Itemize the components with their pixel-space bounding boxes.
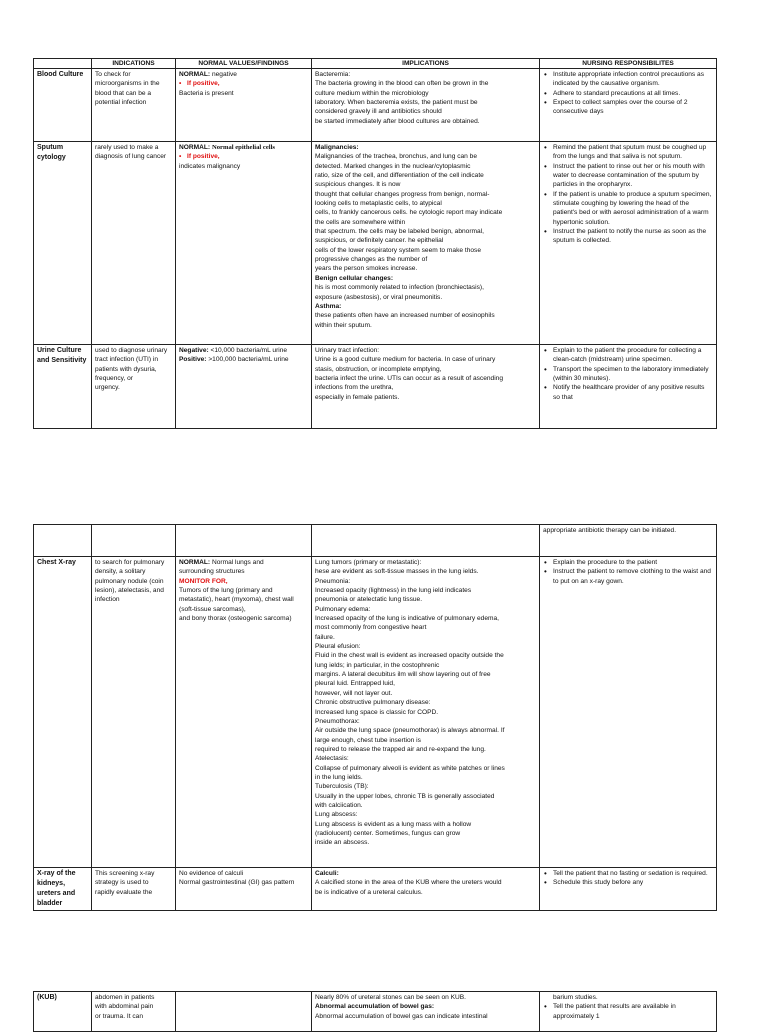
test-name: (KUB) [34, 992, 92, 1032]
nursing-continuation: barium studies. [553, 994, 598, 1001]
text-line: the cells are somewhere within [315, 218, 406, 226]
text-line: To check for [95, 71, 131, 78]
text-line: failure. [315, 633, 335, 641]
text-line: infections from the urethra, [315, 384, 394, 392]
test-name: Urine Culture and Sensitivity [34, 345, 92, 429]
text-line: however, will not layer out. [315, 689, 393, 697]
indications-cell [92, 868, 176, 911]
text-line: ratio, size of the cell, and differentiation of the cell indicate [315, 172, 484, 180]
test-name: Chest X-ray [34, 557, 92, 868]
text-line: This screening x-ray [95, 870, 155, 877]
text-line: (radiolucent) center. Sometimes, fungus can grow [315, 829, 461, 837]
text-line: lesion), atelectasis, and [95, 587, 164, 595]
nursing-item: • Adhere to standard precautions at all times. [553, 89, 713, 98]
text-line: Increased opacity (lightness) in the lung ield indicates [315, 587, 472, 595]
text-line: with calciication. [315, 801, 363, 809]
text-line: metastatic), heart (myxoma), chest wall [179, 596, 294, 604]
text-line: Tumors of the lung (primary and [179, 587, 273, 595]
normal-values-cell [176, 142, 312, 345]
text-line: stasis, obstruction, or incomplete emptying, [315, 365, 442, 373]
nursing-item: • Explain the procedure to the patient [553, 558, 713, 567]
table-row-blood-culture [34, 69, 717, 142]
text-line: Lung tumors (primary or metastatic): [315, 559, 422, 566]
text-line: hese are evident as soft-tissue masses in the lung ields. [315, 568, 479, 576]
text-line: most commonly from congestive heart [315, 624, 427, 632]
normal-values-cell [176, 557, 312, 868]
text-line: to search for pulmonary [95, 559, 165, 566]
text-line: Abnormal accumulation of bowel gas can indicate intestinal [315, 1012, 488, 1020]
text-line: thought that cellular changes progress from benign, normal- [315, 190, 490, 198]
header-test [34, 59, 92, 69]
text-line: and bony thorax (osteogenic sarcoma) [179, 615, 292, 623]
header-nursing-responsibilities: NURSING RESPONSIBILITES [540, 59, 717, 69]
nursing-item: • Remind the patient that sputum must be coughed up from the lungs and that saliva is not sputum. [553, 143, 713, 162]
text-line: (soft-tissue sarcomas), [179, 605, 246, 613]
empty-cell [92, 525, 176, 557]
empty-cell [176, 525, 312, 557]
positive-note: indicates malignancy [179, 162, 241, 170]
text-line: Chronic obstructive pulmonary disease: [315, 699, 431, 707]
text-line: blood that can be a [95, 89, 152, 97]
text-line: margins. A lateral decubitus ilm will show layering out of free [315, 671, 491, 679]
normal-label: NORMAL: [179, 144, 211, 151]
text-line: Increased lung space is classic for COPD. [315, 708, 439, 716]
normal-value-2: surrounding structures [179, 568, 245, 576]
text-line: bacteria infect the urine. UTIs can occur as a result of ascending [315, 375, 504, 383]
text-line: diagnosis of lung cancer [95, 153, 167, 161]
normal-label: NORMAL: [179, 71, 211, 78]
text-line: Increased opacity of the lung is indicative of pulmonary edema, [315, 615, 499, 623]
text-line: abdomen in patients [95, 994, 155, 1001]
nursing-list [543, 1002, 713, 1021]
nursing-item: • Notify the healthcare provider of any positive results so that [553, 383, 713, 402]
text-line: Pneumonia: [315, 577, 351, 585]
text-line: Collapse of pulmonary alveoli is evident as white patches or lines [315, 764, 505, 772]
empty-cell [34, 525, 92, 557]
indications-cell [92, 557, 176, 868]
text-line: Nearly 80% of ureteral stones can be seen on KUB. [315, 994, 467, 1001]
lab-tests-table-2 [33, 524, 717, 911]
text-line: No evidence of calculi [179, 870, 244, 877]
text-line: Tuberculosis (TB): [315, 783, 369, 791]
text-line: Pneumothorax: [315, 717, 360, 725]
section-title: Asthma: [315, 302, 342, 310]
table-header-row [34, 59, 717, 69]
text-line: detected. Marked changes in the nuclear/cytoplasmic [315, 162, 471, 170]
table-row-urine-culture [34, 345, 717, 429]
text-line: Air outside the lung space (pneumothorax) is always abnormal. If [315, 727, 505, 735]
nursing-item: • Instruct the patient to rinse out her or his mouth with water to decrease contamination of the sputum by particles in the oropharynx. [553, 162, 713, 190]
text-line: Lung abscess is evident as a lung mass with a hollow [315, 820, 472, 828]
text-line: A calcified stone in the area of the KUB where the ureters would [315, 879, 502, 887]
nursing-cell [540, 69, 717, 142]
text-line: that spectrum. the cells may be labeled benign, abnormal, [315, 228, 484, 236]
nursing-item: • Expect to collect samples over the course of 2 consecutive days [553, 98, 713, 117]
nursing-cell [540, 557, 717, 868]
text-line: Usually in the upper lobes, chronic TB is generally associated [315, 792, 495, 800]
monitor-for-label: MONITOR FOR, [179, 577, 228, 585]
text-line: culture medium within the microbiology [315, 89, 429, 97]
normal-line [179, 558, 308, 567]
nursing-list [543, 869, 713, 888]
header-normal-values: NORMAL VALUES/FINDINGS [176, 59, 312, 69]
normal-value: negative [210, 71, 237, 78]
nursing-list [543, 558, 713, 586]
nursing-cell [540, 525, 717, 557]
indications-cell [92, 142, 176, 345]
nursing-item: • Tell the patient that results are available in approximately 1 [553, 1002, 713, 1021]
test-name: Sputum cytology [34, 142, 92, 345]
positive-line [179, 355, 308, 364]
nursing-list [543, 143, 713, 246]
header-indications: INDICATIONS [92, 59, 176, 69]
text-line: frequency, or [95, 375, 133, 383]
implications-cell [312, 557, 540, 868]
text-line: cells, to frankly cancerous cells. he cytologic report may indicate [315, 209, 503, 217]
text-line: in the lung ields. [315, 773, 363, 781]
implications-cell [312, 992, 540, 1032]
text-line: density, a solitary [95, 568, 146, 576]
section-title: Calculi: [315, 870, 339, 877]
text-line: Fluid in the chest wall is evident as increased opacity outside the [315, 652, 504, 660]
normal-line [179, 70, 308, 79]
text-line: patients with dysuria, [95, 365, 157, 373]
nursing-list [543, 70, 713, 117]
nursing-continuation: appropriate antibiotic therapy can be initiated. [543, 527, 677, 534]
text-line: tract infection (UTI) in [95, 356, 159, 364]
nursing-cell [540, 992, 717, 1032]
text-line: inside an abscess. [315, 839, 370, 847]
nursing-item: • Transport the specimen to the laboratory immediately (within 30 minutes). [553, 365, 713, 384]
normal-label: NORMAL: [179, 559, 211, 566]
nursing-item: • Instruct the patient to notify the nurse as soon as the sputum is collected. [553, 227, 713, 246]
section-title: Benign cellular changes: [315, 274, 394, 282]
if-positive-label: • If positive, [179, 79, 308, 88]
text-line: cells of the lower respiratory system seem to make those [315, 246, 482, 254]
text-line: used to diagnose urinary [95, 347, 168, 354]
implications-cell [312, 868, 540, 911]
indications-cell [92, 992, 176, 1032]
positive-note: Bacteria is present [179, 89, 234, 97]
text-line: pneumonia or atelectatic lung tissue. [315, 596, 423, 604]
text-line: pleural luid. Entrapped luid, [315, 680, 395, 688]
table-row-chest-xray [34, 557, 717, 868]
if-positive-label: • If positive, [179, 152, 308, 161]
header-implications: IMPLICATIONS [312, 59, 540, 69]
implications-cell [312, 142, 540, 345]
negative-label: Negative: [179, 347, 209, 354]
text-line: suspicious, or definitely cancer. he epithelial [315, 237, 444, 245]
section-title: Abnormal accumulation of bowel gas: [315, 1003, 435, 1011]
text-line: Malignancies of the trachea, bronchus, and lung can be [315, 153, 478, 161]
empty-cell [312, 525, 540, 557]
normal-value: Normal epithelial cells [211, 144, 275, 151]
implications-cell [312, 69, 540, 142]
text-line: especially in female patients. [315, 393, 400, 401]
normal-line [179, 143, 308, 152]
text-line: Urine is a good culture medium for bacteria. In case of urinary [315, 356, 496, 364]
text-line: or trauma. It can [95, 1012, 144, 1020]
text-line: pulmonary nodule (coin [95, 577, 164, 585]
text-line: suspicious changes. It is now [315, 181, 401, 189]
nursing-cell [540, 868, 717, 911]
lab-tests-table-3 [33, 991, 717, 1032]
text-line: rapidly evaluate the [95, 888, 153, 896]
normal-values-cell [176, 345, 312, 429]
text-line: infection [95, 596, 120, 604]
nursing-cell [540, 142, 717, 345]
negative-line [179, 346, 308, 355]
nursing-item: • If the patient is unable to produce a sputum specimen, stimulate coughing by lowering the head of the patient's bed or with aerosol administration of a warm hypertonic solution. [553, 190, 713, 227]
table-row-sputum-cytology [34, 142, 717, 345]
text-line: Normal gastrointestinal (GI) gas pattern [179, 879, 295, 887]
section-title: Malignancies: [315, 144, 359, 151]
text-line: The bacteria growing in the blood can often be grown in the [315, 80, 489, 88]
indications-cell [92, 345, 176, 429]
text-line: exposure (asbestosis), or viral pneumonitis. [315, 293, 443, 301]
indications-cell [92, 69, 176, 142]
lab-tests-table-1 [33, 58, 717, 429]
normal-value: Normal lungs and [210, 559, 264, 566]
implications-cell [312, 345, 540, 429]
text-line: rarely used to make a [95, 144, 159, 151]
text-line: Pleural efusion: [315, 643, 361, 651]
text-line: Atelectasis: [315, 755, 349, 763]
text-line: potential infection [95, 99, 147, 107]
nursing-item: • Explain to the patient the procedure for collecting a clean-catch (midstream) urine specimen. [553, 346, 713, 365]
text-line: large enough, chest tube insertion is [315, 736, 421, 744]
text-line: his is most commonly related to infection (bronchiectasis), [315, 284, 484, 292]
nursing-cell [540, 345, 717, 429]
nursing-item: • Instruct the patient to remove clothing to the waist and to put on an x-ray gown. [553, 567, 713, 586]
table-row-kub [34, 868, 717, 911]
text-line: progressive changes as the number of [315, 256, 428, 264]
text-line: years the person smokes increase. [315, 265, 418, 273]
normal-values-cell [176, 69, 312, 142]
text-line: within their sputum. [315, 321, 372, 329]
empty-cell [176, 992, 312, 1032]
text-line: microorganisms in the [95, 80, 160, 88]
text-line: lung ields; in particular, in the costophrenic [315, 661, 440, 669]
text-line: be is indicative of a ureteral calculus. [315, 888, 423, 896]
text-line: with abdominal pain [95, 1003, 154, 1011]
positive-value: >100,000 bacteria/mL urine [206, 356, 289, 364]
table-row-continuation [34, 525, 717, 557]
nursing-item: • Tell the patient that no fasting or sedation is required. [553, 869, 713, 878]
positive-label: Positive: [179, 356, 207, 364]
text-line: Bacteremia: [315, 71, 351, 78]
text-line: be started immediately after blood cultures are obtained. [315, 117, 480, 125]
test-name: X-ray of the kidneys, ureters and bladder [34, 868, 92, 911]
negative-value: <10,000 bacteria/mL urine [208, 347, 288, 354]
text-line: Lung abscess: [315, 811, 358, 819]
text-line: urgency. [95, 384, 120, 392]
text-line: considered gravely ill and antibiotics should [315, 108, 442, 116]
test-name: Blood Culture [34, 69, 92, 142]
nursing-item: • Schedule this study before any [553, 878, 713, 887]
text-line: Pulmonary edema: [315, 605, 371, 613]
nursing-list [543, 346, 713, 402]
text-line: looking cells to metaplastic cells, to atypical [315, 200, 442, 208]
table-row-kub-continued [34, 992, 717, 1032]
text-line: strategy is used to [95, 879, 149, 887]
text-line: these patients often have an increased number of eosinophils [315, 312, 495, 320]
text-line: required to release the trapped air and re-expand the lung. [315, 745, 486, 753]
normal-values-cell [176, 868, 312, 911]
nursing-item: • Institute appropriate infection control precautions as indicated by the causative organism. [553, 70, 713, 89]
text-line: laboratory. When bacteremia exists, the patient must be [315, 99, 478, 107]
text-line: Urinary tract infection: [315, 347, 380, 354]
